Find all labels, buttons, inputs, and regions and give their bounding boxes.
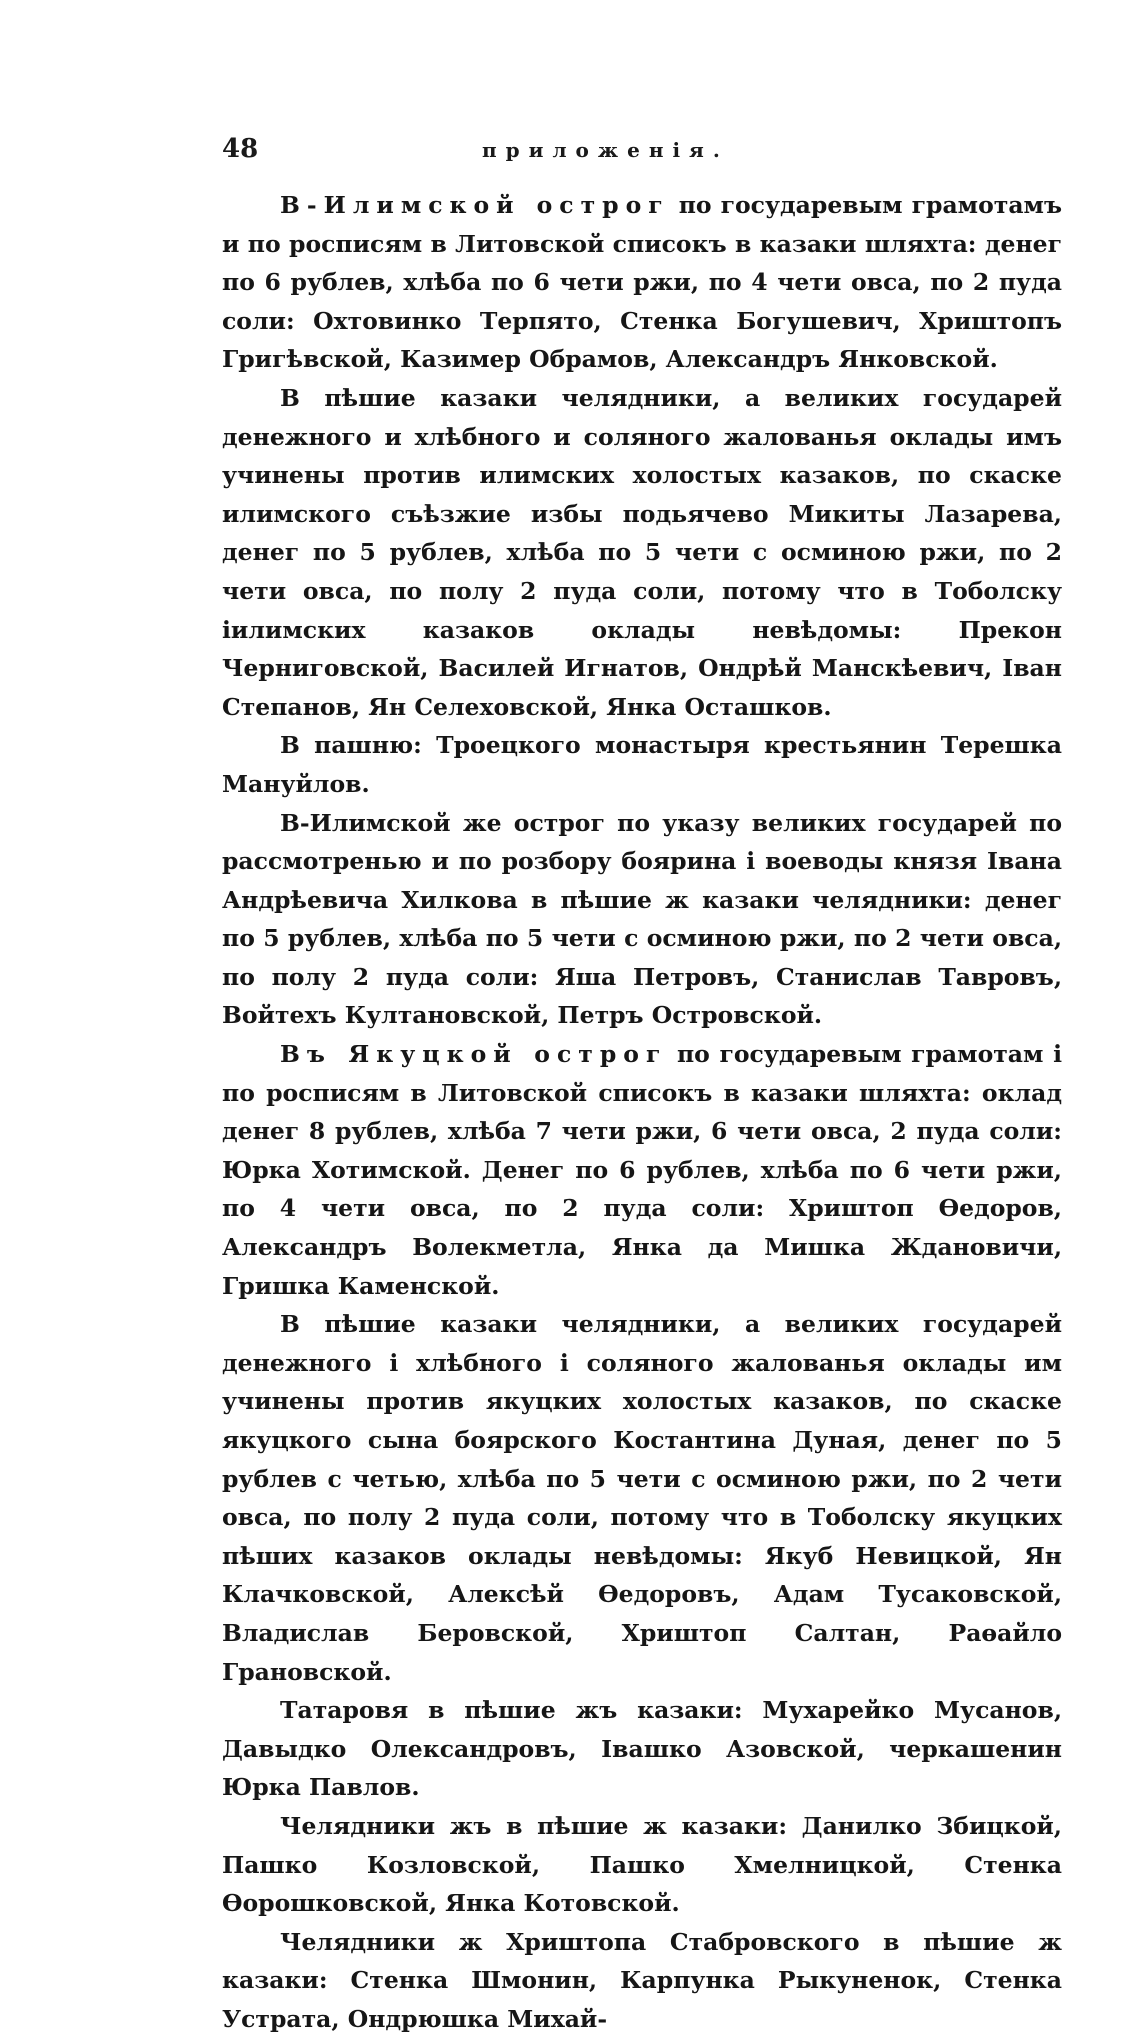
paragraph-text: по государевым грамотамъ и по росписям в Литовской списокъ в казаки шляхта: денег по 6 рублев, хлѣба по 6 чети ржи, по 4 чети овса, по 2 пуда соли: Охтовинко Терпято, Стенка Богушевич, Хриштопъ Григѣвской, Казимер Обрамов, Александръ Янковской. (222, 191, 1062, 374)
paragraph-text: В-Илимской же острог по указу великих государей по рассмотренью и по розбору боярина і воеводы князя Івана Андрѣевича Хилкова в пѣшие ж казаки челядники: денег по 5 рублев, хлѣба по 5 чети с осминою ржи, по 2 чети овса, по полу 2 пуда соли: Яша Петровъ, Станислав Тавровъ, Войтехъ Култановской, Петръ Островской. (222, 808, 1062, 1030)
running-title: приложенія. (482, 138, 729, 162)
paragraph-text: В пѣшие казаки челядники, а великих государей денежного и хлѣбного и соляного жалованья оклады имъ учинены против илимских холостых казаков, по скаске илимского съѣзжие избы подьячево Микиты Лазарева, денег по 5 рублев, хлѣба по 5 чети с осминою ржи, по 2 чети овса, по полу 2 пуда соли, потому что в Тоболску іилимских казаков оклады невѣдомы: Прекон Черниговской, Василей Игнатов, Ондрѣй Манскѣевич, Іван Степанов, Ян Селеховской, Янка Осташков. (222, 383, 1062, 721)
paragraph (222, 1807, 1062, 1923)
paragraph (222, 1691, 1062, 1807)
paragraph (222, 186, 1062, 379)
page-header (222, 134, 1062, 174)
paragraph-text: В пашню: Троецкого монастыря крестьянин Терешка Мануйлов. (222, 731, 1062, 798)
paragraph-text: Челядники ж Хриштопа Стабровского в пѣшие ж казаки: Стенка Шмонин, Карпунка Рыкуненок, Стенка Устрата, Ондрюшка Михай- (222, 1927, 1062, 2033)
paragraph-text: В пѣшие казаки челядники, а великих государей денежного і хлѣбного і соляного жалованья оклады им учинены против якуцких холостых казаков, по скаске якуцкого сына боярского Костантина Дуная, денег по 5 рублев с четью, хлѣба по 5 чети с осминою ржи, по 2 чети овса, по полу 2 пуда соли, потому что в Тоболску якуцких пѣших казаков оклады невѣдомы: Якуб Невицкой, Ян Клачковской, Алексѣй Өедоровъ, Адам Тусаковской, Владислав Беровской, Хриштоп Салтан, Раөайло Грановской. (222, 1310, 1062, 1686)
paragraph (222, 726, 1062, 803)
paragraph (222, 804, 1062, 1036)
paragraph-lead: Въ Якуцкой острог (280, 1040, 668, 1069)
page-number: 48 (222, 134, 259, 164)
body-text (222, 186, 1062, 2039)
paragraph-text: Татаровя в пѣшие жъ казаки: Мухарейко Мусанов, Давыдко Олександровъ, Івашко Азовской, черкашенин Юрка Павлов. (222, 1696, 1062, 1802)
paragraph-text: по государевым грамотам і по росписям в Литовской списокъ в казаки шляхта: оклад денег 8 рублев, хлѣба 7 чети ржи, 6 чети овса, 2 пуда соли: Юрка Хотимской. Денег по 6 рублев, хлѣба по 6 чети ржи, по 4 чети овса, по 2 пуда соли: Хриштоп Өедоров, Александръ Волекметла, Янка да Мишка Ждановичи, Гришка Каменской. (222, 1040, 1062, 1300)
paragraph (222, 1305, 1062, 1691)
paragraph (222, 1923, 1062, 2039)
paragraph-lead: В-Илимской острог (280, 191, 670, 219)
paragraph (222, 1035, 1062, 1305)
paragraph-text: Челядники жъ в пѣшие ж казаки: Данилко Збицкой, Пашко Козловской, Пашко Хмелницкой, Стенка Өорошковской, Янка Котовской. (222, 1811, 1062, 1918)
paragraph (222, 379, 1062, 726)
